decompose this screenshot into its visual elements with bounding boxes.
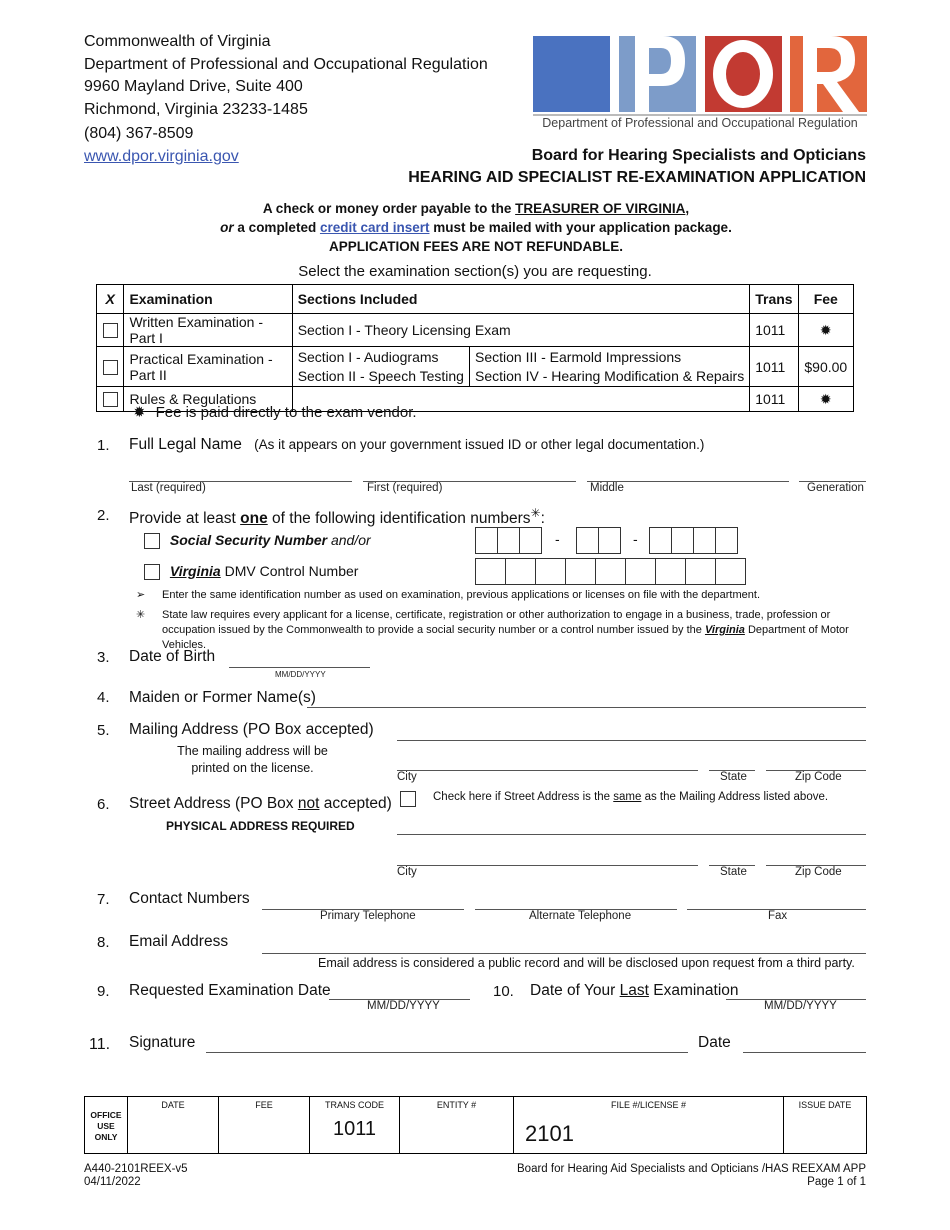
q2-label: Provide at least one of the following identification numbers✳:: [129, 506, 545, 528]
signature-input[interactable]: [206, 1052, 688, 1053]
mailing-zip-label: Zip Code: [795, 771, 842, 783]
dmv-control-number-input[interactable]: [475, 558, 746, 585]
exam-table-header: [97, 285, 854, 314]
select-rules-regulations-checkbox[interactable]: [103, 392, 118, 407]
form-title: HEARING AID SPECIALIST RE-EXAMINATION APPLICATION: [408, 169, 866, 186]
q8-label: Email Address: [129, 933, 229, 950]
dpor-logo: [533, 0, 867, 135]
exam-row: [97, 314, 854, 347]
ssn-dash: -: [633, 531, 638, 547]
former-name-input[interactable]: [307, 707, 866, 708]
col-trans: Trans: [750, 285, 798, 314]
dmv-checkbox[interactable]: [144, 564, 160, 580]
col-sections: Sections Included: [292, 285, 750, 314]
asterisk-icon: ✳: [530, 506, 541, 520]
office-file-license-cell: FILE #/LICENSE # 2101: [514, 1097, 784, 1154]
treasurer-text: TREASURER OF VIRGINIA: [515, 201, 686, 216]
email-public-record-note: Email address is considered a public record and will be disclosed upon request from a third party.: [318, 956, 855, 970]
exam-trans: 1011: [750, 347, 798, 387]
id-note-2: ✳ State law requires every applicant for a license, certificate, registration or other authorization to engage in a business, trade, profession or occupation issued by the Commonwealth to provide a social security number or a control number issued by the Virginia Department of Motor Vehicles.: [136, 609, 849, 651]
exam-instruction: Select the examination section(s) you are requesting.: [298, 263, 652, 280]
office-entity-cell: ENTITY #: [400, 1097, 514, 1154]
col-x: X: [97, 285, 124, 314]
q6-label: Street Address (PO Box not accepted): [129, 795, 392, 812]
q9-number: 9.: [97, 983, 110, 1000]
q2-number: 2.: [97, 507, 110, 524]
exam-trans: 1011: [750, 314, 798, 347]
exam-fee: ✹: [798, 387, 853, 412]
q11-number: 11.: [89, 1036, 111, 1053]
agency-address: [84, 31, 488, 168]
website-link[interactable]: www.dpor.virginia.gov: [84, 147, 239, 165]
ssn-label: Social Security Number: [169, 532, 328, 548]
exam-fee: $90.00: [798, 347, 853, 387]
street-zip-label: Zip Code: [795, 866, 842, 878]
credit-card-insert-link[interactable]: credit card insert: [319, 220, 430, 235]
q3-label: Date of Birth: [129, 648, 216, 665]
exam-table: [96, 284, 854, 412]
ssn-dash: -: [555, 531, 560, 547]
alternate-telephone-label: Alternate Telephone: [529, 910, 632, 922]
board-name: Board for Hearing Specialists and Opticians: [531, 147, 866, 164]
select-practical-exam-checkbox[interactable]: [103, 360, 118, 375]
arrow-bullet-icon: ➢: [136, 589, 146, 601]
payment-notice: [0, 199, 950, 256]
signature-date-label: Date: [698, 1034, 731, 1051]
col-fee: Fee: [798, 285, 853, 314]
q10-number: 10.: [493, 983, 514, 1000]
exam-sections: Section I - Theory Licensing Exam: [292, 314, 750, 347]
phone-number: (804) 367-8509: [84, 125, 194, 142]
file-license-value: 2101: [525, 1121, 574, 1146]
office-use-table: [84, 1096, 867, 1154]
office-issue-date-cell: ISSUE DATE: [784, 1097, 867, 1154]
q7-label: Contact Numbers: [129, 890, 250, 907]
q4-number: 4.: [97, 689, 110, 706]
exam-sections-a: Section I - Audiograms Section II - Speech Testing: [292, 347, 469, 387]
exam-name: Written Examination - Part I: [124, 314, 292, 347]
footer-board-ref: Board for Hearing Aid Specialists and Opticians /HAS REEXAM APP: [517, 1163, 866, 1175]
address-line: 9960 Mayland Drive, Suite 400: [84, 78, 303, 95]
q1-hint: (As it appears on your government issued ID or other legal documentation.): [254, 437, 705, 452]
mailing-state-label: State: [720, 771, 747, 783]
office-date-cell: DATE: [128, 1097, 219, 1154]
q7-number: 7.: [97, 891, 110, 908]
same-as-mailing-checkbox[interactable]: [400, 791, 416, 807]
generation-label: Generation: [807, 482, 864, 494]
email-input[interactable]: [262, 953, 866, 954]
fax-label: Fax: [768, 910, 788, 922]
office-fee-cell: FEE: [219, 1097, 310, 1154]
street-state-label: State: [720, 866, 747, 878]
fee-note: ✹ Fee is paid directly to the exam vendor.: [133, 404, 417, 421]
dpor-logo-graphic: [533, 0, 867, 135]
q4-label: Maiden or Former Name(s): [129, 689, 316, 706]
footer-left: [84, 1163, 188, 1189]
exam-row: [97, 347, 854, 387]
physical-address-required: PHYSICAL ADDRESS REQUIRED: [166, 819, 355, 833]
q5-label: Mailing Address (PO Box accepted): [129, 721, 374, 738]
last-exam-date-format: MM/DD/YYYY: [764, 1000, 837, 1012]
asterisk-icon: ✹: [133, 404, 146, 421]
col-exam: Examination: [124, 285, 292, 314]
first-name-label: First (required): [367, 482, 443, 494]
middle-name-label: Middle: [590, 482, 624, 494]
id-note-1: ➢ Enter the same identification number as used on examination, previous applications or licenses on file with the department.: [136, 589, 761, 601]
street-city-input[interactable]: [397, 865, 698, 866]
ssn-input-part1[interactable]: [475, 527, 542, 554]
q9-label: Requested Examination Date: [129, 982, 331, 999]
select-written-exam-checkbox[interactable]: [103, 323, 118, 338]
mailing-address-note: The mailing address will be printed on the license.: [177, 744, 328, 775]
same-as-mailing-label: Check here if Street Address is the same as the Mailing Address listed above.: [433, 791, 829, 803]
mailing-city-input[interactable]: [397, 770, 698, 771]
mailing-address-line-1-input[interactable]: [397, 740, 866, 741]
exam-sections-b: Section III - Earmold Impressions Section IV - Hearing Modification & Repairs: [469, 347, 749, 387]
last-name-label: Last (required): [131, 482, 206, 494]
address-line: Department of Professional and Occupational Regulation: [84, 55, 488, 73]
date-of-birth-input[interactable]: [229, 667, 370, 668]
primary-telephone-label: Primary Telephone: [320, 910, 416, 922]
signature-date-input[interactable]: [743, 1052, 866, 1053]
address-line: Commonwealth of Virginia: [84, 33, 271, 50]
form-date: 04/11/2022: [84, 1176, 141, 1188]
office-use-label: OFFICE USE ONLY: [85, 1097, 128, 1154]
dmv-option: Virginia DMV Control Number: [144, 563, 358, 580]
form-id: A440-2101REEX-v5: [84, 1163, 188, 1175]
ssn-checkbox[interactable]: [144, 533, 160, 549]
dob-format-label: MM/DD/YYYY: [275, 670, 326, 679]
q1-number: 1.: [97, 437, 110, 454]
q11-label: Signature: [129, 1034, 196, 1051]
exam-name: Practical Examination - Part II: [124, 347, 292, 387]
ssn-option: Social Security Number and/or: [144, 532, 371, 549]
q8-number: 8.: [97, 934, 110, 951]
payment-line-1: A check or money order payable to the TREASURER OF VIRGINIA,: [262, 201, 690, 216]
trans-code-value: 1011: [332, 1118, 376, 1140]
q3-number: 3.: [97, 649, 110, 666]
exam-trans: 1011: [750, 387, 798, 412]
requested-exam-date-format: MM/DD/YYYY: [367, 1000, 440, 1012]
q6-number: 6.: [97, 796, 110, 813]
office-trans-code-cell: TRANS CODE 1011: [310, 1097, 400, 1154]
footer-right: [517, 1163, 866, 1189]
address-line: Richmond, Virginia 23233-1485: [84, 100, 308, 118]
page-number: Page 1 of 1: [807, 1176, 866, 1188]
payment-line-2: or a completed credit card insert must be mailed with your application package.: [220, 220, 732, 235]
mailing-city-label: City: [397, 771, 417, 783]
exam-fee: ✹: [798, 314, 853, 347]
q5-number: 5.: [97, 722, 110, 739]
q1-label: Full Legal Name (As it appears on your government issued ID or other legal documentation.): [129, 436, 705, 453]
ssn-input-part2[interactable]: [576, 527, 621, 554]
street-city-label: City: [397, 866, 417, 878]
exam-name: Rules & Regulations: [124, 387, 292, 412]
asterisk-bullet-icon: ✳: [136, 609, 146, 621]
payment-line-3: APPLICATION FEES ARE NOT REFUNDABLE.: [328, 239, 623, 254]
ssn-input-part3[interactable]: [649, 527, 738, 554]
street-address-input[interactable]: [397, 834, 866, 835]
logo-caption: Department of Professional and Occupational Regulation: [542, 116, 858, 130]
q10-label: Date of Your Last Examination: [530, 982, 739, 999]
